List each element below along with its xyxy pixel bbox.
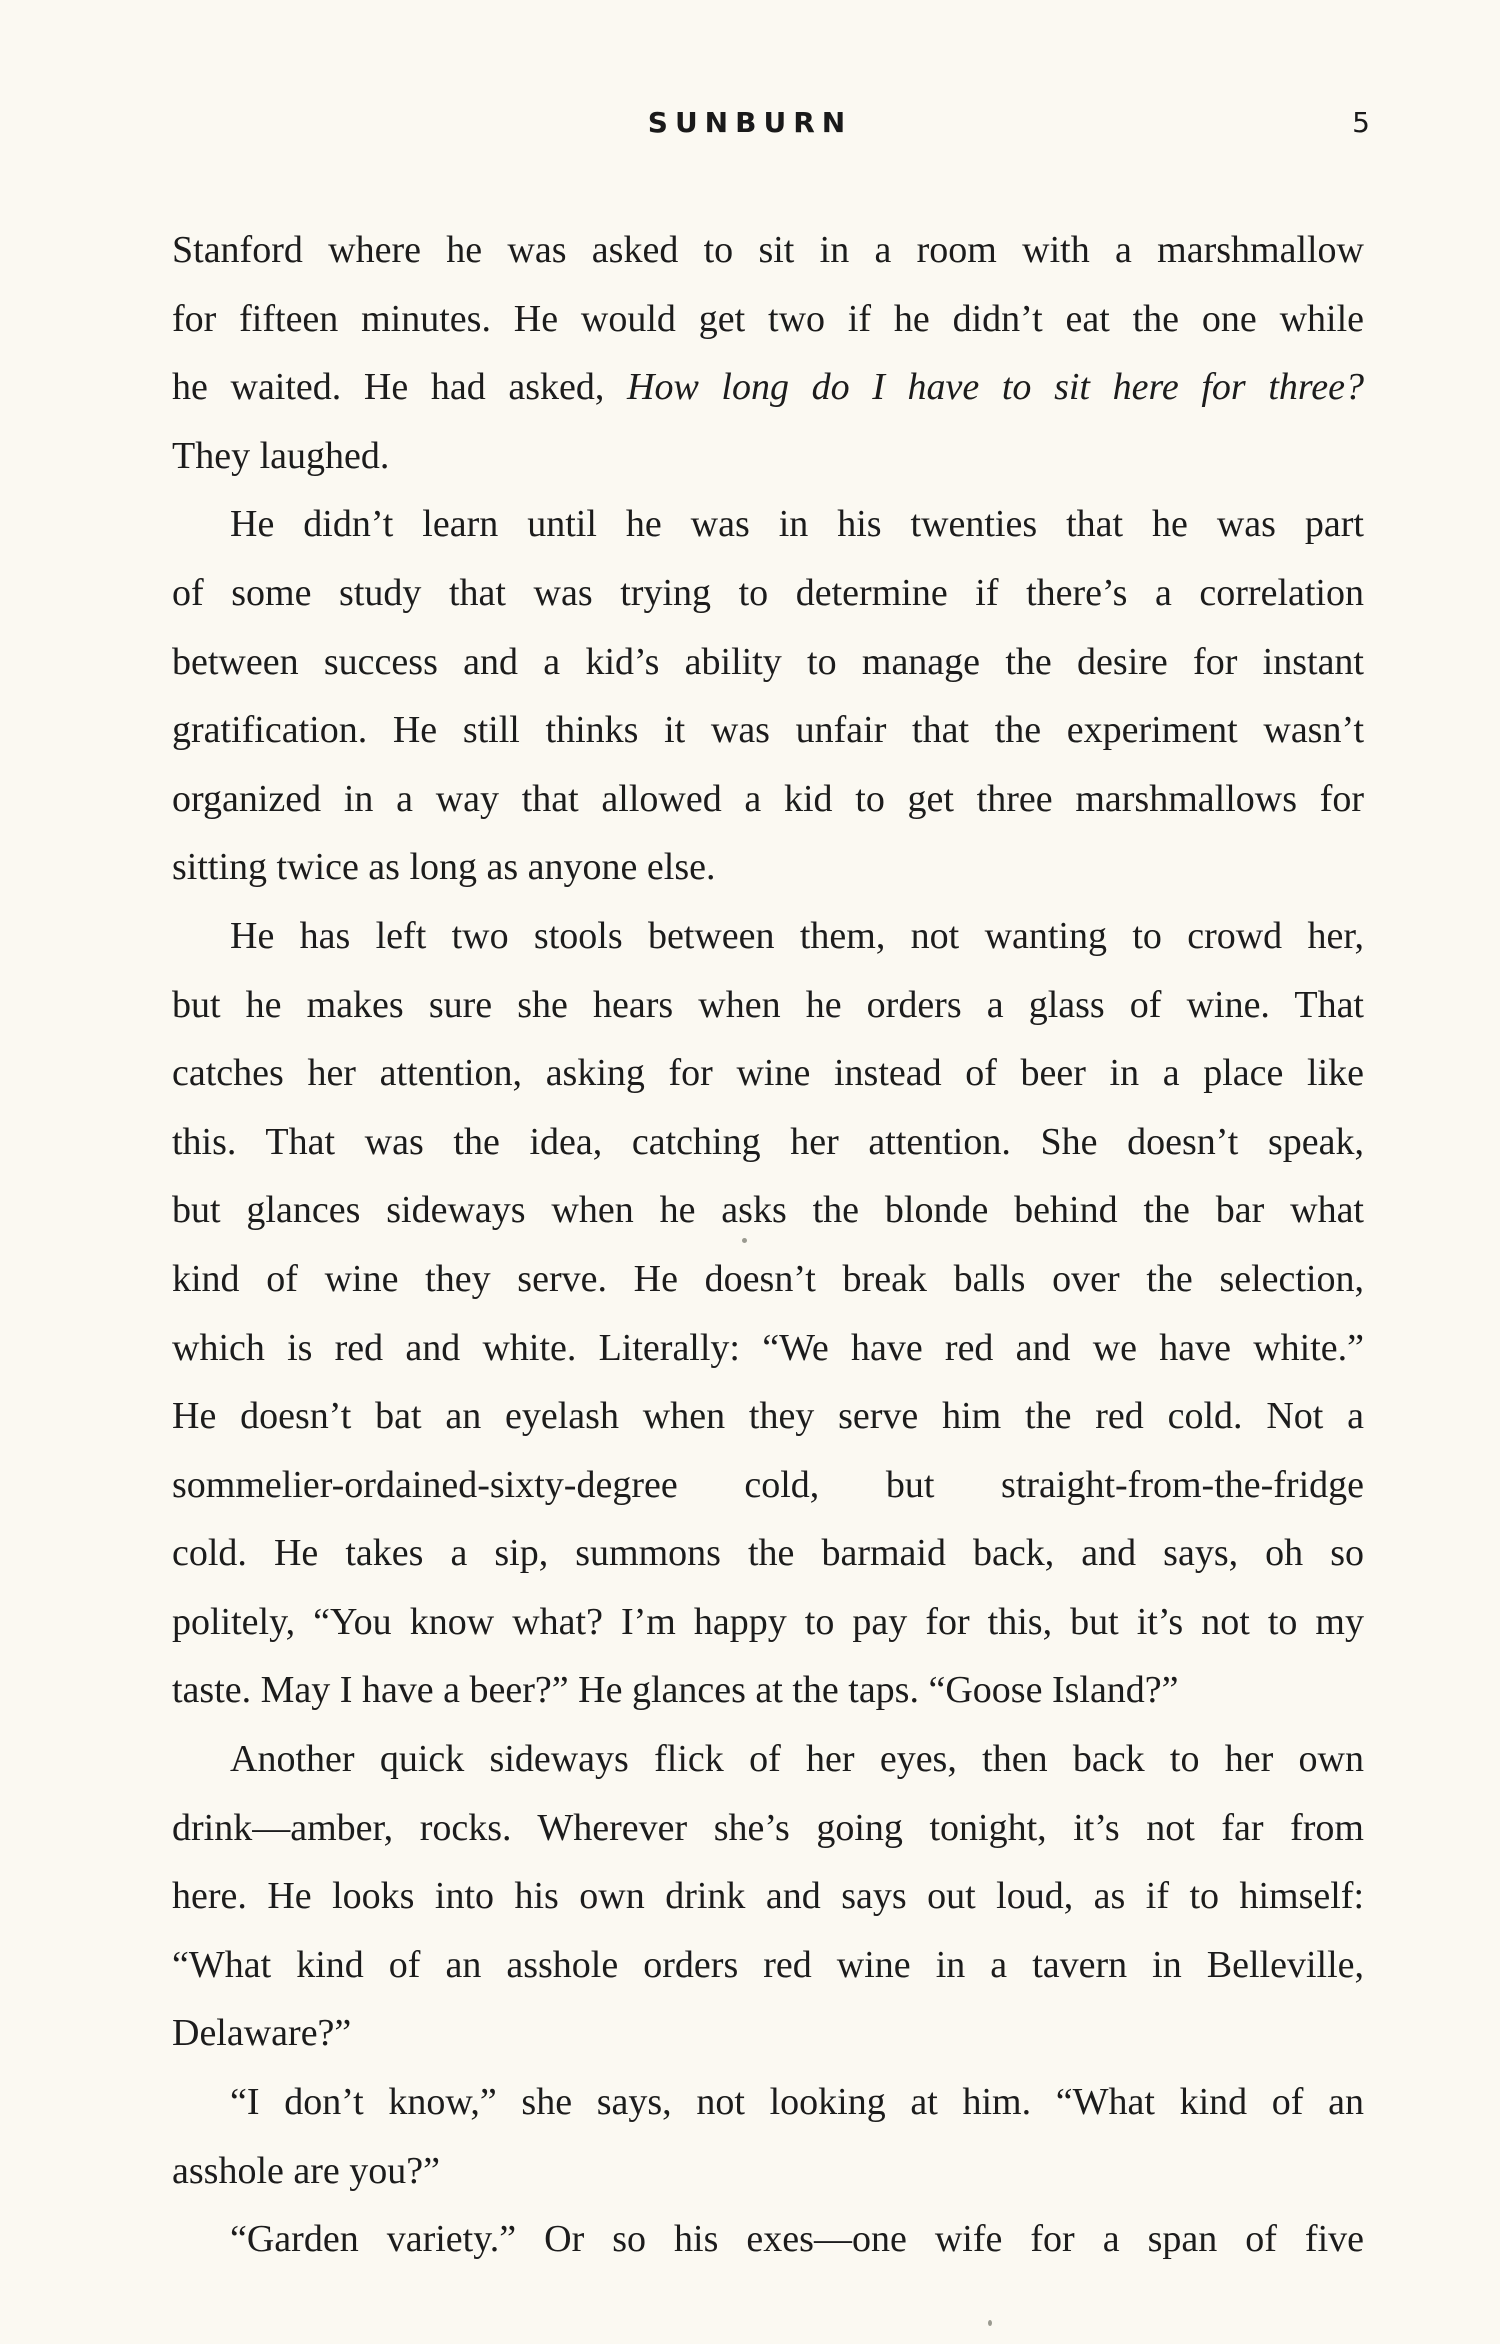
body-text <box>172 216 1364 2274</box>
text-line: sommelier-ordained-sixty-degree cold, but straight-from-the-fridge <box>172 1463 1364 1506</box>
text-line: kind of wine they serve. He doesn’t break balls over the selection, <box>172 1257 1364 1300</box>
page-header <box>0 98 1500 148</box>
text-line: taste. May I have a beer?” He glances at the taps. “Goose Island?” <box>172 1669 1179 1712</box>
paragraph-start-line: He didn’t learn until he was in his twenties that he was part <box>230 503 1364 546</box>
text-line: for fifteen minutes. He would get two if he didn’t eat the one while <box>172 297 1364 340</box>
text-line: here. He looks into his own drink and says out loud, as if to himself: <box>172 1875 1364 1918</box>
paragraph-start-line: “I don’t know,” she says, not looking at him. “What kind of an <box>230 2081 1364 2124</box>
text-line: of some study that was trying to determine if there’s a correlation <box>172 571 1364 614</box>
running-title: SUNBURN <box>647 106 853 139</box>
text-line: cold. He takes a sip, summons the barmaid back, and says, oh so <box>172 1532 1364 1575</box>
text-line: which is red and white. Literally: “We have red and we have white.” <box>172 1326 1364 1369</box>
text-line: this. That was the idea, catching her attention. She doesn’t speak, <box>172 1120 1364 1163</box>
text-line: drink—amber, rocks. Wherever she’s going tonight, it’s not far from <box>172 1806 1364 1849</box>
text-line: They laughed. <box>172 434 390 477</box>
text-line: between success and a kid’s ability to manage the desire for instant <box>172 640 1364 683</box>
text-line: politely, “You know what? I’m happy to pay for this, but it’s not to my <box>172 1600 1364 1643</box>
text-line: asshole are you?” <box>172 2149 440 2192</box>
text-line-roman-part: he waited. He had asked, <box>172 366 627 409</box>
page-number: 5 <box>1352 106 1370 139</box>
text-line: catches her attention, asking for wine instead of beer in a place like <box>172 1052 1364 1095</box>
paragraph-start-line: He has left two stools between them, not wanting to crowd her, <box>230 914 1364 957</box>
text-line: He doesn’t bat an eyelash when they serve him the red cold. Not a <box>172 1395 1364 1438</box>
text-line: but he makes sure she hears when he orders a glass of wine. That <box>172 983 1364 1026</box>
text-line-with-italic <box>172 353 1364 422</box>
text-line: but glances sideways when he asks the blonde behind the bar what <box>172 1189 1364 1232</box>
paragraph-start-line: Another quick sideways flick of her eyes, then back to her own <box>230 1738 1364 1781</box>
italic-question: How long do I have to sit here for three? <box>627 366 1364 409</box>
scan-speck <box>988 2320 992 2326</box>
text-line: Stanford where he was asked to sit in a room with a marshmallow <box>172 229 1364 271</box>
text-line: sitting twice as long as anyone else. <box>172 846 716 889</box>
scan-speck <box>742 1238 747 1243</box>
paragraph-start-line: “Garden variety.” Or so his exes—one wife for a span of five <box>230 2218 1364 2261</box>
text-line: gratification. He still thinks it was unfair that the experiment wasn’t <box>172 709 1364 752</box>
text-line: organized in a way that allowed a kid to get three marshmallows for <box>172 777 1364 820</box>
text-line: “What kind of an asshole orders red wine in a tavern in Belleville, <box>172 1943 1364 1986</box>
text-line: Delaware?” <box>172 2012 352 2055</box>
